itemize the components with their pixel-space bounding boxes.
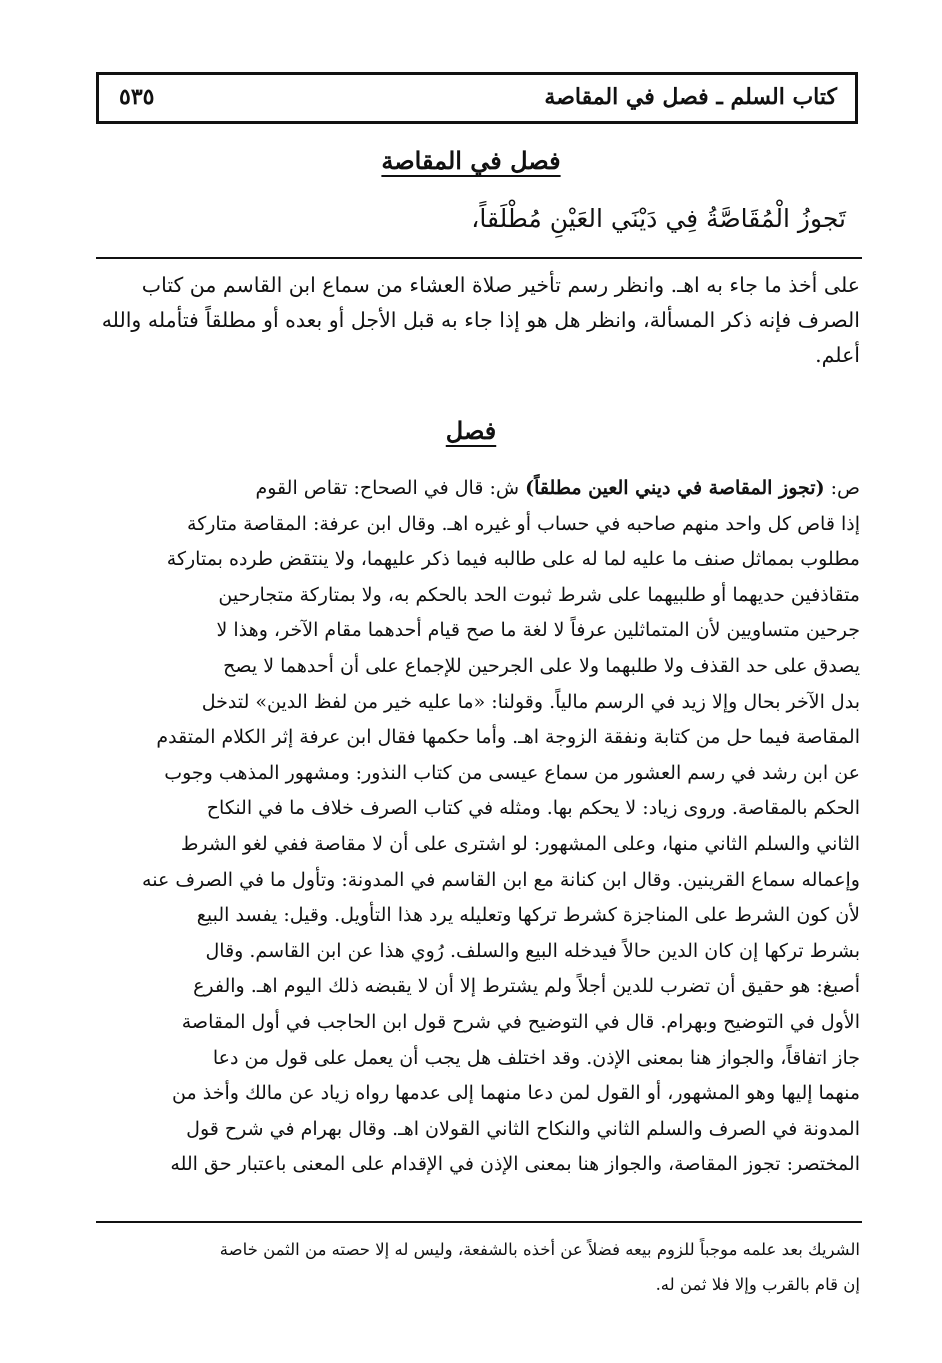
commentary-paragraph xyxy=(80,471,860,1183)
sad-marker: ص: xyxy=(824,477,860,499)
text-line: لأن كون الشرط على المناجزة كشرط تركها وتعليله يرد هذا التأويل. وقيل: يفسد البيع xyxy=(196,904,860,927)
text-line: جاز اتفاقاً، والجواز هنا بمعنى الإذن. وقد اختلف هل يجب أن يعمل على قول من دعا xyxy=(212,1046,860,1069)
text-line: على أخذ ما جاء به اهـ. وانظر رسم تأخير صلاة العشاء من سماع ابن القاسم من كتاب xyxy=(141,273,860,297)
text-line: إذا قاص كل واحد منهم صاحبه في حساب أو غيره اهـ. وقال ابن عرفة: المقاصة متاركة xyxy=(187,512,860,535)
sharh-start: ش: قال في الصحاح: تقاص القوم xyxy=(255,477,526,499)
text-line: بدل الآخر بحال وإلا زيد في الرسم مالياً. وقولنا: «ما عليه خير من لفظ الدين» لتدخل xyxy=(201,690,860,713)
footnote xyxy=(80,1232,860,1302)
text-line: الثاني والسلم الثاني منها، وعلى المشهور: لو اشترى على أن لا مقاصة ففي لغو الشرط xyxy=(180,832,860,855)
text-line: الحكم بالمقاصة. وروى زياد: لا يحكم بها. ومثله في كتاب الصرف خلاف ما في النكاح xyxy=(206,797,860,820)
text-line: الصرف فإنه ذكر المسألة، وانظر هل هو إذا جاء به قبل الأجل أو بعده أو مطلقاً فتأمله والله xyxy=(101,308,860,332)
matn-divider xyxy=(96,257,862,259)
text-line: أعلم. xyxy=(815,343,860,367)
text-line: بشرط تركها إن كان الدين حالاً فيدخله البيع والسلف. رُوي هذا عن ابن القاسم. وقال xyxy=(205,939,860,962)
commentary-continuation xyxy=(80,268,860,373)
footnote-divider xyxy=(96,1221,862,1223)
page-number: ٥٣٥ xyxy=(119,84,155,110)
text-line: عن ابن رشد في رسم العشور من سماع عيسى من كتاب النذور: ومشهور المذهب وجوب xyxy=(164,761,860,784)
header-title: كتاب السلم ـ فصل في المقاصة xyxy=(544,84,837,110)
text-line: المقاصة فيما حل من كتابة ونفقة الزوجة اهـ. وأما حكمها فقال ابن عرفة إثر الكلام المتقدم xyxy=(156,726,860,749)
footnote-line: الشريك بعد علمه موجباً للزوم بيعه فضلاً عن أخذه بالشفعة، وليس له إلا حصته من الثمن خاصة xyxy=(219,1240,860,1259)
text-line: الأول في التوضيح وبهرام. قال في التوضيح في شرح قول ابن الحاجب في أول المقاصة xyxy=(181,1010,860,1033)
text-line: أصبغ: هو حقيق أن تضرب للدين أجلاً ولم يشترط إلا أن لا يقبضه ذلك اليوم اهـ. والفرع xyxy=(193,975,860,998)
section-title: فصل في المقاصة xyxy=(381,146,561,175)
matn-text: تَجوزُ الْمُقَاصَّةُ فِي دَيْنَي العَيْنِ مُطْلَقاً، xyxy=(471,204,846,233)
text-line: وإعماله سماع القرينين. وقال ابن كنانة مع ابن القاسم في المدونة: وتأول ما في الصرف عنه xyxy=(142,868,860,891)
quoted-matn: (تجوز المقاصة في ديني العين مطلقاً) xyxy=(525,477,825,499)
footnote-line: إن قام بالقرب وإلا فلا ثمن له. xyxy=(655,1275,860,1294)
text-line: يصدق على حد القذف ولا طلبهما ولا على الجرحين للإجماع على أن أحدهما لا يصح xyxy=(223,654,860,677)
fasl-heading: فصل xyxy=(445,416,497,445)
text-line: المدونة في الصرف والسلم الثاني والنكاح الثاني القولان اهـ. وقال بهرام في شرح قول xyxy=(186,1117,860,1140)
text-line: مطلوب بمماثل صنف ما عليه لما له على طالبه فيما ذكر عليهما، ولا ينتقض طرده بمتاركة xyxy=(166,548,860,571)
text-line: جرحين متساويين لأن المتماثلين عرفاً لا لغة ما صح قيام أحدهما مقام الآخر، وهذا لا xyxy=(216,619,860,642)
text-line: منهما إليها وهو المشهور، أو القول لمن دعا منهما إلى عدمها رواه زياد عن مالك وأخذ من xyxy=(172,1082,860,1105)
text-line: المختصر: تجوز المقاصة، والجواز هنا بمعنى الإذن في الإقدام على المعنى باعتبار حق الله xyxy=(170,1153,860,1176)
text-line-first xyxy=(80,471,860,507)
text-line: متقاذفين حديهما أو طلبيهما على شرط ثبوت الحد بالحكم به، ولا بمتاركة متجارحين xyxy=(218,583,860,606)
running-header xyxy=(96,72,858,124)
